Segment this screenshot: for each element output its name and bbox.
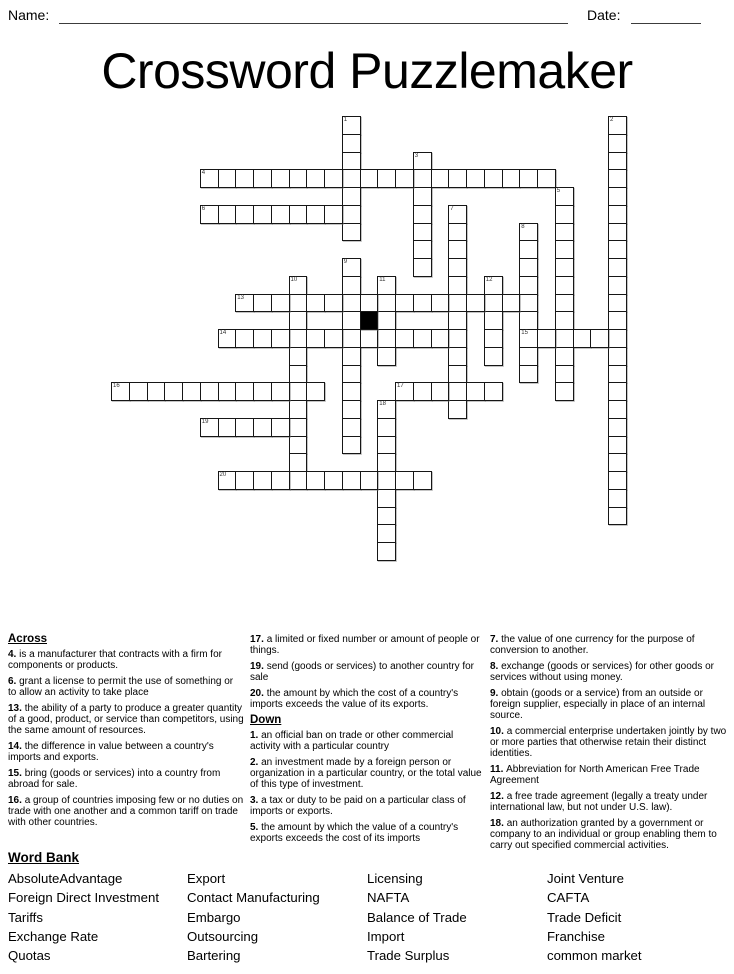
grid-cell[interactable] — [448, 329, 467, 348]
clue: 6. grant a license to permit the use of something or to allow an activity to take place — [8, 676, 234, 699]
grid-cell[interactable] — [484, 329, 503, 348]
grid-cell[interactable] — [519, 276, 538, 295]
cell-number: 7 — [450, 205, 454, 212]
grid-cell[interactable] — [413, 471, 432, 490]
grid-cell[interactable] — [377, 524, 396, 543]
clue-number: 5. — [250, 821, 262, 833]
crossword-grid — [111, 116, 628, 562]
grid-cell[interactable] — [342, 294, 361, 313]
clue-number: 6. — [8, 676, 20, 688]
grid-cell[interactable] — [608, 169, 627, 188]
cell-number: 12 — [485, 276, 493, 283]
clue-column-middle — [250, 634, 483, 849]
clue-number: 7. — [490, 634, 502, 645]
word-bank-item: Tariffs — [8, 909, 43, 925]
clue: 11. Abbreviation for North American Free Trade Agreement — [490, 764, 700, 787]
grid-cell[interactable] — [431, 169, 450, 188]
clue: 15. bring (goods or services) into a country from abroad for sale. — [8, 768, 221, 791]
cell-number: 15 — [521, 330, 528, 336]
grid-cell[interactable] — [235, 382, 254, 401]
grid-cell[interactable] — [608, 382, 627, 401]
word-bank-column — [367, 869, 467, 965]
grid-cell[interactable] — [342, 329, 361, 348]
grid-cell[interactable] — [608, 489, 627, 508]
word-bank-item: CAFTA — [547, 890, 590, 906]
grid-cell[interactable] — [360, 471, 379, 490]
clue: 8. exchange (goods or services) for other goods or services without using money. — [490, 660, 715, 684]
grid-cell[interactable] — [306, 329, 325, 348]
grid-cell[interactable] — [395, 329, 414, 348]
grid-cell[interactable] — [289, 294, 308, 313]
grid-cell[interactable] — [289, 400, 308, 419]
word-bank-item: Licensing — [367, 871, 423, 886]
grid-cell[interactable] — [448, 347, 467, 366]
grid-cell[interactable] — [484, 311, 503, 330]
grid-cell[interactable] — [253, 329, 272, 348]
cell-number: 6 — [201, 205, 206, 212]
clue-number: 14. — [8, 741, 25, 753]
date-label: Date: — [587, 7, 621, 23]
grid-cell[interactable] — [235, 471, 254, 490]
grid-cell[interactable] — [377, 294, 396, 313]
grid-cell[interactable] — [289, 169, 308, 188]
grid-cell[interactable] — [413, 294, 432, 313]
clue-number: 1. — [250, 729, 262, 741]
cell-number: 9 — [343, 259, 348, 265]
grid-cell[interactable] — [484, 169, 503, 188]
grid-cell[interactable] — [306, 205, 325, 224]
grid-cell[interactable] — [555, 347, 574, 366]
grid-cell[interactable] — [448, 276, 467, 295]
grid-cell[interactable] — [448, 400, 467, 419]
word-bank-item: Embargo — [187, 909, 241, 925]
word-bank-item: Bartering — [187, 948, 241, 964]
grid-cell[interactable] — [431, 294, 450, 313]
grid-cell[interactable] — [360, 294, 379, 313]
clue: 19. send (goods or services) to another country for sale — [250, 660, 475, 684]
grid-cell[interactable] — [519, 169, 538, 188]
grid-cell[interactable] — [413, 382, 432, 401]
grid-cell[interactable] — [377, 400, 396, 419]
grid-cell[interactable] — [271, 205, 290, 224]
grid-cell[interactable] — [377, 311, 396, 330]
grid-cell[interactable] — [413, 223, 432, 242]
grid-cell[interactable] — [289, 347, 308, 366]
cell-number: 10 — [290, 276, 298, 283]
grid-cell[interactable] — [271, 382, 290, 401]
grid-cell[interactable] — [608, 134, 627, 153]
clue-number: 12. — [490, 790, 507, 802]
clue-number: 20. — [250, 687, 267, 699]
cell-number: 1 — [343, 117, 348, 123]
grid-cell[interactable] — [448, 240, 467, 259]
clue-number: 3. — [250, 794, 262, 806]
grid-cell[interactable] — [395, 169, 414, 188]
grid-cell[interactable] — [253, 382, 272, 401]
clue-number: 8. — [490, 660, 502, 672]
cell-number: 17 — [397, 383, 404, 390]
grid-cell[interactable] — [289, 311, 308, 330]
grid-cell[interactable] — [164, 382, 183, 401]
grid-cell[interactable] — [218, 418, 237, 437]
clue: 14. the difference in value between a country's imports and exports. — [8, 741, 214, 764]
grid-cell[interactable] — [342, 223, 361, 242]
grid-cell[interactable] — [466, 169, 485, 188]
word-bank-item: Foreign Direct Investment — [8, 890, 159, 906]
clue: 12. a free trade agreement (legally a treaty under international law, but not under U.S. law). — [490, 790, 708, 814]
grid-cell[interactable] — [519, 329, 538, 348]
grid-cell[interactable] — [289, 436, 308, 455]
grid-cell[interactable] — [377, 329, 396, 348]
cell-number: 16 — [113, 383, 120, 390]
grid-cell[interactable] — [484, 294, 503, 313]
grid-cell[interactable] — [271, 418, 290, 437]
grid-cell[interactable] — [253, 418, 272, 437]
grid-cell[interactable] — [271, 329, 290, 348]
word-bank-item: Balance of Trade — [367, 909, 467, 925]
clue: 3. a tax or duty to be paid on a particular class of imports or exports. — [250, 794, 466, 818]
grid-cell[interactable] — [555, 382, 574, 401]
grid-cell[interactable] — [324, 169, 343, 188]
grid-cell[interactable] — [377, 276, 396, 295]
grid-cell[interactable] — [448, 169, 467, 188]
clue-number: 10. — [490, 725, 507, 737]
clue-column-right — [490, 634, 732, 856]
grid-cell[interactable] — [377, 453, 396, 472]
grid-cell[interactable] — [377, 418, 396, 437]
grid-cell[interactable] — [342, 400, 361, 419]
grid-cell[interactable] — [182, 382, 201, 401]
grid-cell[interactable] — [324, 294, 343, 313]
grid-cell[interactable] — [235, 329, 254, 348]
grid-cell[interactable] — [608, 294, 627, 313]
clue: 20. the amount by which the cost of a country's imports exceeds the value of its exports. — [250, 687, 459, 711]
grid-cell[interactable] — [147, 382, 166, 401]
grid-cell[interactable] — [377, 169, 396, 188]
grid-cell[interactable] — [448, 223, 467, 242]
grid-cell[interactable] — [466, 294, 485, 313]
grid-cell[interactable] — [253, 294, 272, 313]
grid-cell[interactable] — [519, 240, 538, 259]
grid-cell[interactable] — [466, 382, 485, 401]
grid-cell[interactable] — [608, 152, 627, 171]
grid-cell[interactable] — [555, 240, 574, 259]
grid-cell[interactable] — [448, 294, 467, 313]
word-bank-item: Import — [367, 928, 405, 944]
clue-column-left — [8, 634, 244, 833]
grid-cell[interactable] — [431, 329, 450, 348]
grid-cell-black — [360, 311, 379, 330]
grid-cell[interactable] — [608, 507, 627, 526]
grid-cell[interactable] — [342, 152, 361, 171]
grid-cell[interactable] — [289, 365, 308, 384]
grid-cell[interactable] — [395, 382, 414, 401]
grid-cell[interactable] — [289, 382, 308, 401]
grid-cell[interactable] — [377, 542, 396, 561]
grid-cell[interactable] — [306, 294, 325, 313]
grid-cell[interactable] — [413, 187, 432, 206]
grid-cell[interactable] — [590, 329, 609, 348]
grid-cell[interactable] — [235, 169, 254, 188]
grid-cell[interactable] — [289, 471, 308, 490]
grid-cell[interactable] — [555, 329, 574, 348]
grid-cell[interactable] — [235, 418, 254, 437]
grid-cell[interactable] — [289, 276, 308, 295]
cell-number: 2 — [610, 117, 614, 123]
grid-cell[interactable] — [573, 329, 592, 348]
cell-number: 5 — [556, 188, 561, 194]
grid-cell[interactable] — [235, 294, 254, 313]
clue-number: 2. — [250, 756, 262, 768]
clue: 7. the value of one currency for the purpose of conversion to another. — [490, 634, 695, 657]
grid-cell[interactable] — [555, 205, 574, 224]
grid-cell[interactable] — [537, 169, 556, 188]
word-bank-item: Export — [187, 871, 226, 886]
grid-cell[interactable] — [218, 205, 237, 224]
grid-cell[interactable] — [608, 400, 627, 419]
grid-cell[interactable] — [608, 365, 627, 384]
grid-cell[interactable] — [342, 116, 361, 135]
grid-cell[interactable] — [555, 258, 574, 277]
grid-cell[interactable] — [218, 169, 237, 188]
grid-cell[interactable] — [324, 471, 343, 490]
clue-section-header: Across — [8, 633, 47, 645]
grid-cell[interactable] — [431, 382, 450, 401]
grid-cell[interactable] — [448, 311, 467, 330]
clue: 2. an investment made by a foreign person or organization in a particular country, or the total value of this type of investment. — [250, 756, 482, 791]
grid-cell[interactable] — [413, 329, 432, 348]
grid-cell[interactable] — [519, 258, 538, 277]
grid-cell[interactable] — [271, 169, 290, 188]
grid-cell[interactable] — [448, 205, 467, 224]
grid-cell[interactable] — [360, 329, 379, 348]
grid-cell[interactable] — [306, 382, 325, 401]
cell-number: 3 — [414, 152, 419, 159]
clue: 1. an official ban on trade or other commercial activity with a particular country — [250, 729, 454, 753]
word-bank-item: Trade Surplus — [367, 948, 450, 964]
grid-cell[interactable] — [289, 453, 308, 472]
grid-cell[interactable] — [377, 436, 396, 455]
grid-cell[interactable] — [555, 365, 574, 384]
clue-number: 19. — [250, 660, 267, 672]
word-bank-item: Joint Venture — [547, 871, 624, 886]
clue: 5. the amount by which the value of a country's exports exceeds the cost of its imports — [250, 821, 459, 845]
grid-cell[interactable] — [502, 294, 521, 313]
name-label: Name: — [8, 7, 50, 23]
word-bank-item: AbsoluteAdvantage — [8, 871, 123, 886]
grid-cell[interactable] — [342, 276, 361, 295]
grid-cell[interactable] — [377, 489, 396, 508]
grid-cell[interactable] — [608, 205, 627, 224]
word-bank-column — [187, 869, 320, 965]
clue-number: 4. — [8, 649, 20, 661]
grid-cell[interactable] — [448, 365, 467, 384]
grid-cell[interactable] — [200, 205, 219, 224]
word-bank-header: Word Bank — [8, 850, 80, 865]
grid-cell[interactable] — [218, 382, 237, 401]
grid-cell[interactable] — [519, 311, 538, 330]
clue-number: 9. — [490, 687, 502, 699]
grid-cell[interactable] — [342, 471, 361, 490]
name-blank-line — [59, 5, 568, 24]
grid-cell[interactable] — [519, 347, 538, 366]
clue-number: 18. — [490, 817, 507, 829]
grid-cell[interactable] — [271, 471, 290, 490]
cell-number: 14 — [219, 330, 227, 336]
grid-cell[interactable] — [271, 294, 290, 313]
grid-cell[interactable] — [608, 329, 627, 348]
grid-cell[interactable] — [342, 258, 361, 277]
grid-cell[interactable] — [342, 134, 361, 153]
grid-cell[interactable] — [484, 276, 503, 295]
word-bank-item: Outsourcing — [187, 928, 259, 944]
grid-cell[interactable] — [608, 223, 627, 242]
grid-cell[interactable] — [519, 294, 538, 313]
clue: 9. obtain (goods or a service) from an outside or foreign supplier, especially in place of an internal source. — [490, 687, 706, 722]
clue-number: 15. — [8, 768, 25, 780]
grid-cell[interactable] — [537, 329, 556, 348]
word-bank-item: Franchise — [547, 928, 605, 944]
grid-cell[interactable] — [608, 258, 627, 277]
grid-cell[interactable] — [253, 169, 272, 188]
grid-cell[interactable] — [342, 187, 361, 206]
grid-cell[interactable] — [342, 436, 361, 455]
grid-cell[interactable] — [306, 471, 325, 490]
grid-cell[interactable] — [253, 205, 272, 224]
grid-cell[interactable] — [519, 223, 538, 242]
grid-cell[interactable] — [111, 382, 130, 401]
grid-cell[interactable] — [342, 311, 361, 330]
grid-cell[interactable] — [608, 187, 627, 206]
word-bank-column — [547, 869, 642, 965]
cell-number: 11 — [379, 276, 386, 283]
clue-number: 13. — [8, 703, 25, 715]
grid-cell[interactable] — [413, 240, 432, 259]
clue: 16. a group of countries imposing few or no duties on trade with one another and a common tariff on trade with other countries. — [8, 794, 244, 829]
grid-cell[interactable] — [448, 258, 467, 277]
grid-cell[interactable] — [253, 471, 272, 490]
word-bank-item: Quotas — [8, 948, 51, 964]
grid-cell[interactable] — [342, 205, 361, 224]
grid-cell[interactable] — [608, 453, 627, 472]
grid-cell[interactable] — [519, 365, 538, 384]
grid-cell[interactable] — [235, 205, 254, 224]
clue: 10. a commercial enterprise undertaken jointly by two or more parties that otherwise retain their distinct identities. — [490, 725, 727, 760]
grid-cell[interactable] — [218, 471, 237, 490]
clue: 18. an authorization granted by a government or company to an individual or group enabling them to carry out specified commercial activities. — [490, 817, 717, 852]
clue: 17. a limited or fixed number or amount of people or things. — [250, 634, 480, 657]
grid-cell[interactable] — [608, 471, 627, 490]
cell-number: 4 — [201, 170, 206, 177]
clue-number: 16. — [8, 794, 25, 806]
grid-cell[interactable] — [608, 276, 627, 295]
grid-cell[interactable] — [324, 329, 343, 348]
grid-cell[interactable] — [342, 382, 361, 401]
grid-cell[interactable] — [395, 294, 414, 313]
grid-cell[interactable] — [555, 294, 574, 313]
grid-cell[interactable] — [555, 276, 574, 295]
word-bank-item: Exchange Rate — [8, 928, 99, 944]
grid-cell[interactable] — [413, 169, 432, 188]
page-title: Crossword Puzzlemaker — [101, 43, 633, 99]
grid-cell[interactable] — [306, 169, 325, 188]
grid-cell[interactable] — [608, 418, 627, 437]
cell-number: 20 — [219, 472, 227, 478]
word-bank-item: Trade Deficit — [547, 909, 622, 925]
grid-cell[interactable] — [289, 418, 308, 437]
grid-cell[interactable] — [484, 347, 503, 366]
grid-cell[interactable] — [324, 205, 343, 224]
date-blank-line — [631, 5, 701, 24]
cell-number: 13 — [237, 294, 244, 301]
grid-cell[interactable] — [342, 347, 361, 366]
grid-cell[interactable] — [218, 329, 237, 348]
clue-number: 11. — [490, 764, 507, 776]
grid-cell[interactable] — [395, 471, 414, 490]
grid-cell[interactable] — [200, 382, 219, 401]
cell-number: 19 — [201, 418, 209, 425]
grid-cell[interactable] — [555, 223, 574, 242]
grid-cell[interactable] — [360, 169, 379, 188]
grid-cell[interactable] — [377, 471, 396, 490]
grid-cell[interactable] — [608, 116, 627, 135]
grid-cell[interactable] — [377, 507, 396, 526]
cell-number: 8 — [521, 223, 525, 230]
grid-cell[interactable] — [555, 311, 574, 330]
grid-cell[interactable] — [555, 187, 574, 206]
grid-cell[interactable] — [608, 240, 627, 259]
grid-cell[interactable] — [129, 382, 148, 401]
clue: 13. the ability of a party to produce a greater quantity of a good, product, or service than competitors, using the same amount of resources. — [8, 703, 244, 737]
grid-cell[interactable] — [448, 382, 467, 401]
grid-cell[interactable] — [200, 418, 219, 437]
grid-cell[interactable] — [377, 347, 396, 366]
grid-cell[interactable] — [342, 169, 361, 188]
grid-cell[interactable] — [342, 365, 361, 384]
grid-cell[interactable] — [342, 418, 361, 437]
word-bank-item: NAFTA — [367, 890, 410, 906]
clue: 4. is a manufacturer that contracts with a firm for components or products. — [8, 649, 222, 672]
grid-cell[interactable] — [608, 311, 627, 330]
cell-number: 18 — [379, 401, 386, 407]
grid-cell[interactable] — [200, 169, 219, 188]
grid-cell[interactable] — [413, 205, 432, 224]
word-bank-column — [8, 869, 159, 965]
grid-cell[interactable] — [413, 152, 432, 171]
grid-cell[interactable] — [608, 347, 627, 366]
grid-cell[interactable] — [413, 258, 432, 277]
grid-cell[interactable] — [608, 436, 627, 455]
grid-cell[interactable] — [289, 205, 308, 224]
grid-cell[interactable] — [502, 169, 521, 188]
clue-number: 17. — [250, 634, 267, 645]
grid-cell[interactable] — [289, 329, 308, 348]
clue-section-header: Down — [250, 713, 282, 726]
word-bank-item: Contact Manufacturing — [187, 890, 320, 906]
grid-cell[interactable] — [484, 382, 503, 401]
word-bank-item: common market — [547, 948, 642, 964]
